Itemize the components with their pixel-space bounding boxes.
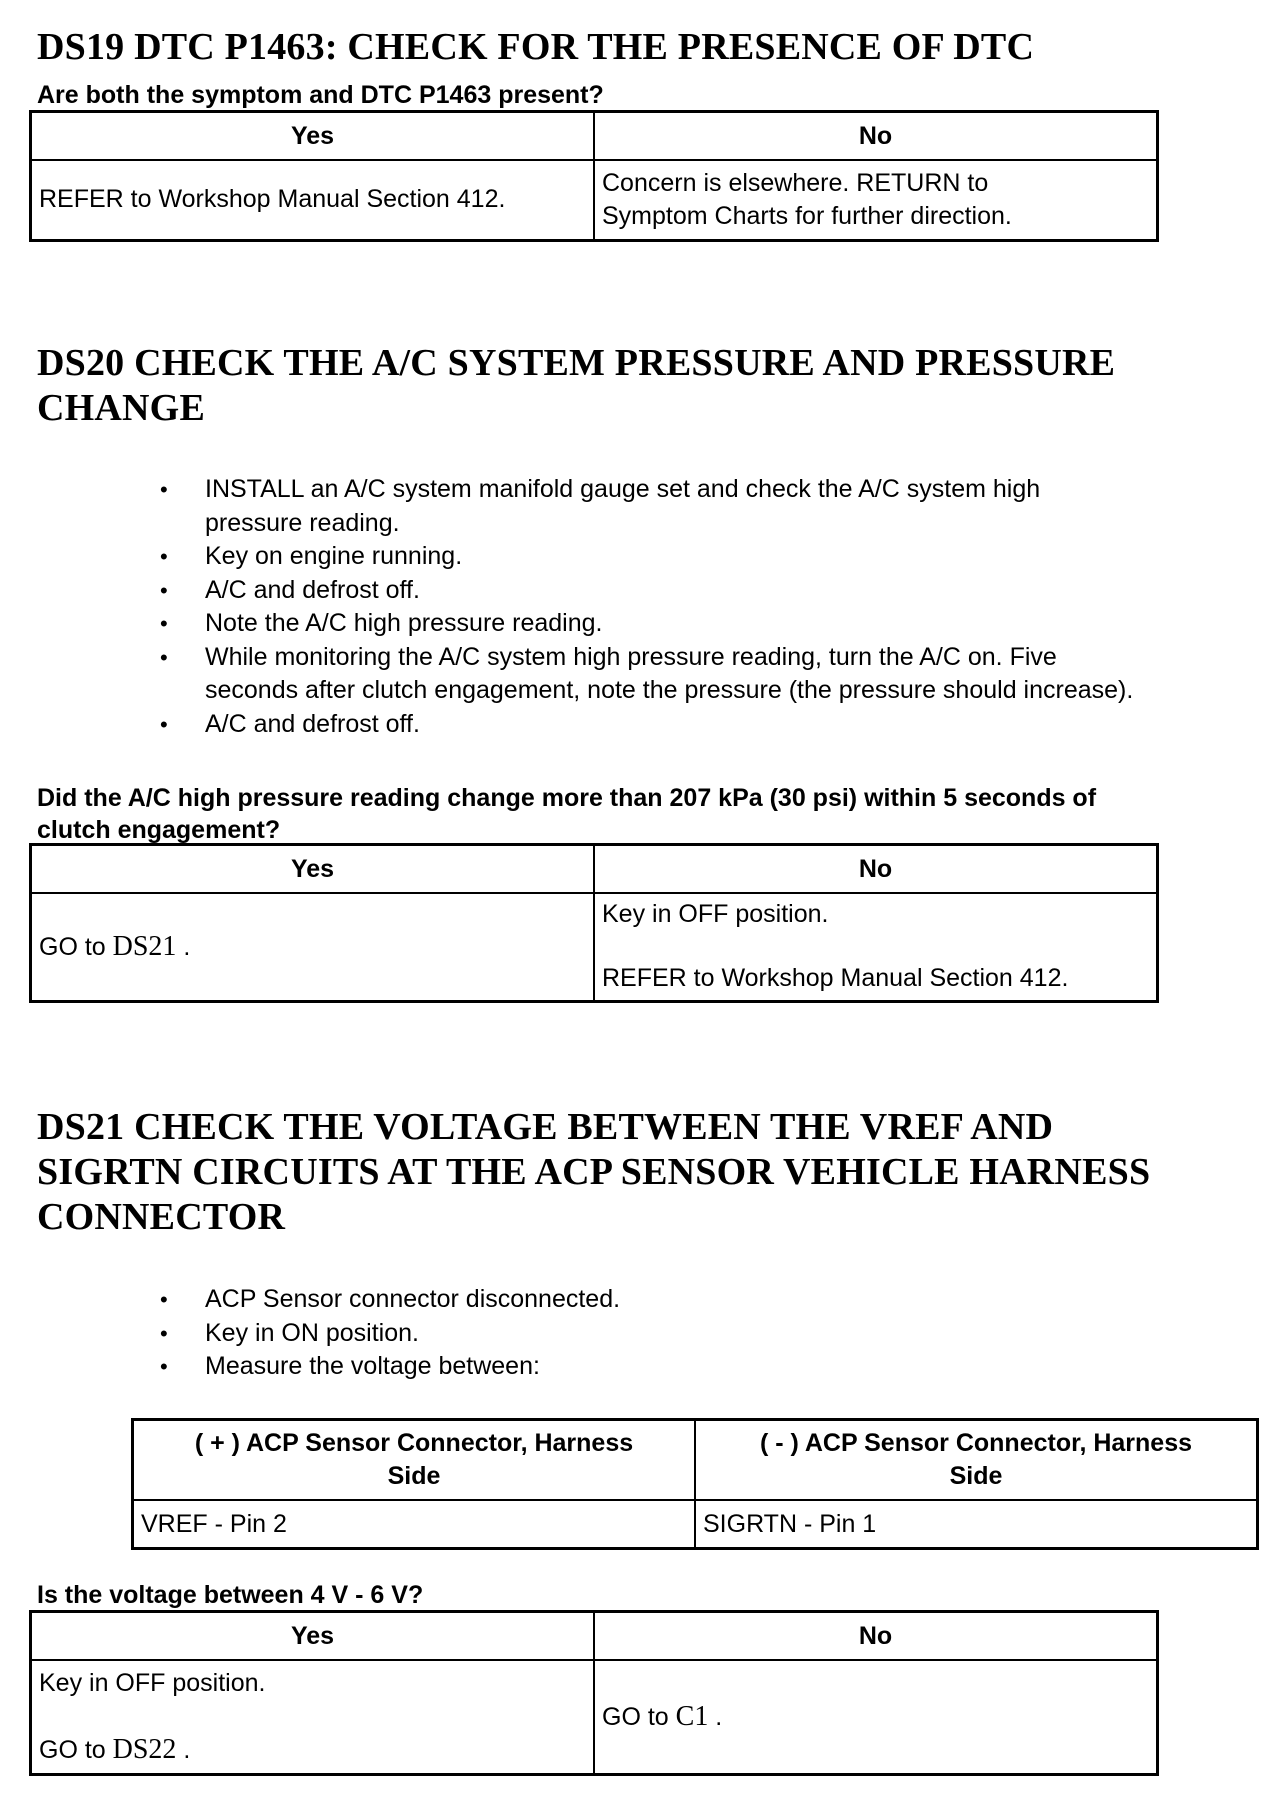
yes-cell: Key in OFF position. GO to DS22 . (31, 1660, 595, 1774)
yes-cell: REFER to Workshop Manual Section 412. (31, 160, 595, 240)
step-item: • A/C and defrost off. (160, 708, 1133, 742)
step-item: • While monitoring the A/C system high pressure reading, turn the A/C on. Five seconds after clutch engagement, note the pressure (the pressure should increase). (160, 641, 1133, 708)
no-header: No (594, 845, 1158, 894)
yes-header: Yes (31, 112, 595, 161)
ds19-heading: DS19 DTC P1463: CHECK FOR THE PRESENCE OF DTC (37, 26, 1035, 68)
negative-header: ( - ) ACP Sensor Connector, Harness Side (695, 1420, 1258, 1501)
ds20-question: Did the A/C high pressure reading change more than 207 kPa (30 psi) within 5 seconds of clutch engagement? (37, 784, 1097, 844)
yes-header: Yes (31, 845, 595, 894)
yes-header: Yes (31, 1612, 595, 1661)
step-item: • A/C and defrost off. (160, 574, 1133, 608)
positive-header: ( + ) ACP Sensor Connector, Harness Side (133, 1420, 696, 1501)
no-line: Concern is elsewhere. RETURN to (602, 168, 989, 197)
step-item: • Key on engine running. (160, 540, 1133, 574)
step-item: • ACP Sensor connector disconnected. (160, 1283, 620, 1317)
ds21-result-table (29, 1610, 1159, 1776)
c1-link[interactable]: C1 (675, 1700, 709, 1732)
no-line: Symptom Charts for further direction. (602, 201, 1012, 230)
negative-value: SIGRTN - Pin 1 (695, 1500, 1258, 1549)
step-item: • INSTALL an A/C system manifold gauge set and check the A/C system high pressure reading. (160, 473, 1133, 540)
no-header: No (594, 1612, 1158, 1661)
ds21-question: Is the voltage between 4 V - 6 V? (37, 1581, 424, 1609)
no-cell: GO to C1 . (594, 1660, 1158, 1774)
yes-cell: GO to DS21 . (31, 893, 595, 1001)
ds22-link[interactable]: DS22 (112, 1733, 177, 1765)
no-header: No (594, 112, 1158, 161)
ds19-question: Are both the symptom and DTC P1463 present? (37, 81, 604, 109)
no-cell (594, 160, 1158, 240)
ds20-heading (37, 341, 1115, 431)
ds21-steps (160, 1283, 620, 1384)
ds21-link[interactable]: DS21 (112, 930, 177, 962)
positive-value: VREF - Pin 2 (133, 1500, 696, 1549)
step-item: • Note the A/C high pressure reading. (160, 607, 1133, 641)
ds19-result-table (29, 110, 1159, 242)
step-item: • Key in ON position. (160, 1317, 620, 1351)
measurement-table (131, 1418, 1259, 1550)
heading-line: DS20 CHECK THE A/C SYSTEM PRESSURE AND PRESSURE (37, 342, 1116, 384)
step-item: • Measure the voltage between: (160, 1350, 620, 1384)
ds21-heading: DS21 CHECK THE VOLTAGE BETWEEN THE VREF AND SIGRTN CIRCUITS AT THE ACP SENSOR VEHICLE HARNESS CONNECTOR (37, 1106, 1151, 1238)
heading-line: CHANGE (37, 387, 205, 429)
ds20-result-table (29, 843, 1159, 1003)
ds20-steps (160, 473, 1133, 741)
no-cell: Key in OFF position. REFER to Workshop Manual Section 412. (594, 893, 1158, 1001)
